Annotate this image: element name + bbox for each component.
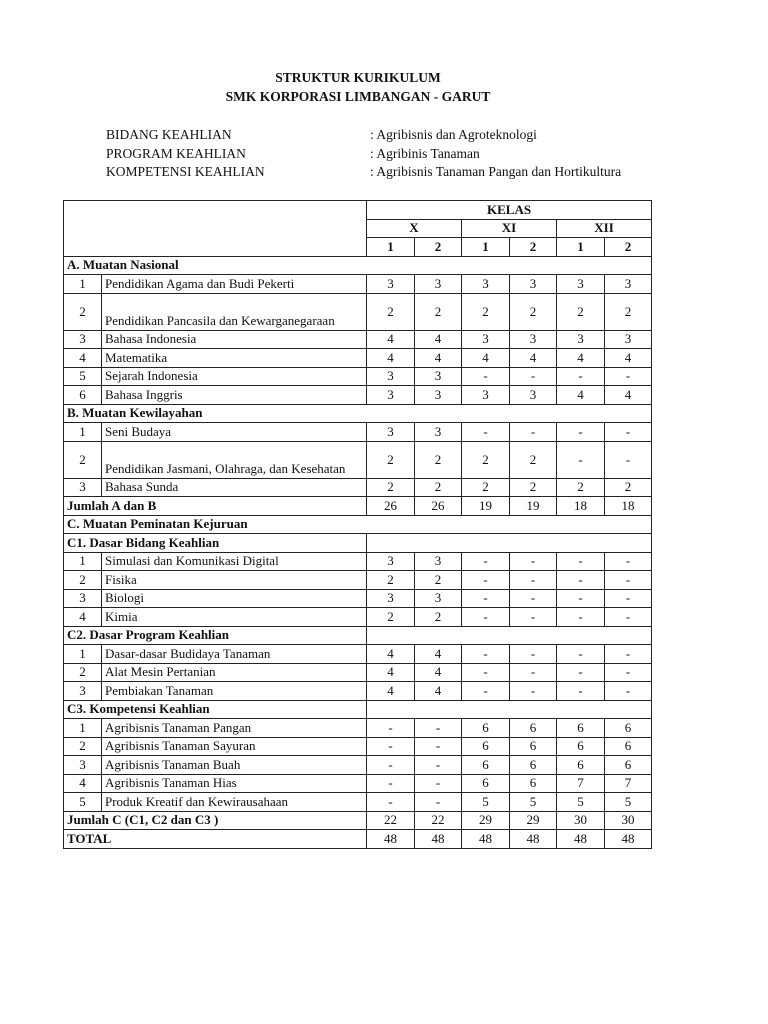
hours-cell: - [367,793,415,812]
hours-cell: 2 [510,478,557,497]
hours-cell: - [462,571,510,590]
section-label: B. Muatan Kewilayahan [64,404,652,423]
hours-cell: 18 [557,497,605,516]
section-label: C. Muatan Peminatan Kejuruan [64,515,652,534]
hours-cell: 4 [415,663,462,682]
section-row [64,256,652,275]
hours-cell: - [605,552,652,571]
row-number: 1 [64,645,102,664]
row-number: 1 [64,423,102,442]
hours-cell: 2 [557,293,605,330]
subject-name: Seni Budaya [102,423,367,442]
hours-cell: - [557,441,605,478]
semester-header: 1 [462,238,510,257]
hours-cell: 48 [415,830,462,849]
hours-cell: - [605,608,652,627]
hours-cell: 6 [462,756,510,775]
subject-row [64,571,652,590]
hours-cell: 7 [557,774,605,793]
hours-cell: 3 [415,423,462,442]
hours-cell: 2 [462,478,510,497]
hours-cell: 4 [462,349,510,368]
total-row [64,830,652,849]
hours-cell: 3 [462,275,510,294]
hours-cell: - [462,682,510,701]
hours-cell: 48 [605,830,652,849]
row-number: 1 [64,552,102,571]
hours-cell: - [557,589,605,608]
hours-cell: 4 [367,645,415,664]
subject-row [64,756,652,775]
curriculum-table [63,200,652,849]
total-row [64,497,652,516]
hours-cell: 5 [510,793,557,812]
subject-row [64,719,652,738]
hours-cell: - [605,423,652,442]
subject-row [64,682,652,701]
hours-cell: 3 [367,552,415,571]
section-label: C1. Dasar Bidang Keahlian [64,534,367,553]
subject-name: Pendidikan Agama dan Budi Pekerti [102,275,367,294]
subject-name: Pembiakan Tanaman [102,682,367,701]
hours-cell: 3 [415,386,462,405]
subject-row [64,275,652,294]
info-value: : Agribinis Tanaman [370,145,480,161]
subject-row [64,423,652,442]
hours-cell: 3 [367,275,415,294]
hours-cell: 2 [557,478,605,497]
hours-cell: - [605,663,652,682]
semester-header: 1 [367,238,415,257]
total-label: Jumlah C (C1, C2 dan C3 ) [64,811,367,830]
section-row [64,534,652,553]
hours-cell: 3 [415,552,462,571]
subject-row [64,608,652,627]
subject-name: Sejarah Indonesia [102,367,367,386]
hours-cell: 4 [557,386,605,405]
hours-cell: - [557,663,605,682]
total-row [64,811,652,830]
subject-row [64,737,652,756]
section-blank-cell [367,534,652,553]
row-number: 2 [64,441,102,478]
subject-row [64,793,652,812]
subject-name: Agribisnis Tanaman Pangan [102,719,367,738]
hours-cell: - [462,608,510,627]
subject-row [64,552,652,571]
hours-cell: - [415,719,462,738]
grade-header: XII [557,219,652,238]
hours-cell: - [557,645,605,664]
hours-cell: 26 [415,497,462,516]
hours-cell: 2 [462,441,510,478]
subject-name: Simulasi dan Komunikasi Digital [102,552,367,571]
hours-cell: 4 [367,349,415,368]
semester-header: 2 [605,238,652,257]
hours-cell: - [510,663,557,682]
hours-cell: - [605,682,652,701]
hours-cell: 2 [415,478,462,497]
row-number: 6 [64,386,102,405]
row-number: 3 [64,756,102,775]
hours-cell: - [557,552,605,571]
subject-row [64,589,652,608]
hours-cell: 6 [462,774,510,793]
subject-row [64,645,652,664]
subject-row [64,293,652,330]
hours-cell: 6 [605,737,652,756]
subject-name: Pendidikan Jasmani, Olahraga, dan Kesehatan [102,441,367,478]
hours-cell: - [462,367,510,386]
hours-cell: - [605,367,652,386]
hours-cell: 22 [415,811,462,830]
subject-name: Bahasa Inggris [102,386,367,405]
subject-name: Alat Mesin Pertanian [102,663,367,682]
hours-cell: 4 [415,349,462,368]
hours-cell: 6 [510,756,557,775]
kelas-header: KELAS [367,201,652,220]
hours-cell: 2 [415,571,462,590]
hours-cell: 2 [415,441,462,478]
semester-header: 2 [415,238,462,257]
curriculum-body [64,256,652,848]
hours-cell: 2 [462,293,510,330]
hours-cell: 4 [557,349,605,368]
hours-cell: 6 [510,719,557,738]
header-blank-cell [64,201,367,257]
hours-cell: 7 [605,774,652,793]
hours-cell: 48 [510,830,557,849]
hours-cell: 3 [367,589,415,608]
semester-header: 1 [557,238,605,257]
subject-name: Produk Kreatif dan Kewirausahaan [102,793,367,812]
subject-row [64,663,652,682]
subject-name: Bahasa Sunda [102,478,367,497]
hours-cell: 2 [415,608,462,627]
hours-cell: 19 [462,497,510,516]
row-number: 3 [64,330,102,349]
hours-cell: 4 [367,330,415,349]
hours-cell: 4 [510,349,557,368]
hours-cell: 30 [557,811,605,830]
row-number: 2 [64,293,102,330]
hours-cell: 2 [367,293,415,330]
hours-cell: 26 [367,497,415,516]
row-number: 5 [64,367,102,386]
subject-name: Pendidikan Pancasila dan Kewarganegaraan [102,293,367,330]
section-label: C2. Dasar Program Keahlian [64,626,367,645]
hours-cell: 3 [415,367,462,386]
hours-cell: - [510,367,557,386]
hours-cell: 4 [415,645,462,664]
hours-cell: 6 [462,737,510,756]
hours-cell: - [510,608,557,627]
hours-cell: 48 [367,830,415,849]
info-key: KOMPETENSI KEAHLIAN [106,164,265,179]
subject-name: Biologi [102,589,367,608]
hours-cell: 29 [510,811,557,830]
hours-cell: - [462,552,510,571]
hours-cell: - [557,608,605,627]
hours-cell: 48 [462,830,510,849]
hours-cell: 6 [557,737,605,756]
hours-cell: 2 [605,293,652,330]
hours-cell: - [462,589,510,608]
hours-cell: - [605,645,652,664]
hours-cell: - [462,423,510,442]
hours-cell: - [510,682,557,701]
subject-name: Agribisnis Tanaman Hias [102,774,367,793]
document-title: STRUKTUR KURIKULUM [275,70,441,85]
row-number: 4 [64,608,102,627]
hours-cell: 4 [367,663,415,682]
hours-cell: 4 [605,386,652,405]
header-row-kelas [64,201,652,220]
section-row [64,404,652,423]
hours-cell: 30 [605,811,652,830]
hours-cell: - [510,645,557,664]
subject-row [64,774,652,793]
row-number: 4 [64,349,102,368]
hours-cell: - [605,571,652,590]
hours-cell: - [367,756,415,775]
subject-row [64,367,652,386]
hours-cell: 2 [367,478,415,497]
hours-cell: 2 [367,608,415,627]
hours-cell: - [367,774,415,793]
hours-cell: 2 [367,441,415,478]
hours-cell: 3 [510,330,557,349]
row-number: 3 [64,682,102,701]
hours-cell: 2 [415,293,462,330]
hours-cell: 4 [415,330,462,349]
info-value: : Agribisnis dan Agroteknologi [370,127,537,142]
semester-header: 2 [510,238,557,257]
hours-cell: - [557,682,605,701]
row-number: 3 [64,589,102,608]
subject-name: Bahasa Indonesia [102,330,367,349]
subject-row [64,330,652,349]
grade-header: X [367,219,462,238]
school-name: SMK KORPORASI LIMBANGAN - GARUT [225,89,491,104]
hours-cell: - [367,719,415,738]
hours-cell: 3 [462,386,510,405]
row-number: 5 [64,793,102,812]
info-key: BIDANG KEAHLIAN [106,127,232,142]
hours-cell: 3 [510,386,557,405]
hours-cell: 3 [605,275,652,294]
subject-name: Dasar-dasar Budidaya Tanaman [102,645,367,664]
hours-cell: 2 [605,478,652,497]
hours-cell: 48 [557,830,605,849]
subject-row [64,478,652,497]
hours-cell: 3 [510,275,557,294]
row-number: 2 [64,571,102,590]
hours-cell: 18 [605,497,652,516]
hours-cell: - [415,737,462,756]
hours-cell: 5 [605,793,652,812]
hours-cell: 5 [462,793,510,812]
subject-name: Fisika [102,571,367,590]
info-row-kompetensi [106,163,666,182]
row-number: 2 [64,663,102,682]
total-label: Jumlah A dan B [64,497,367,516]
row-number: 4 [64,774,102,793]
hours-cell: 3 [367,386,415,405]
hours-cell: 6 [605,756,652,775]
subject-name: Agribisnis Tanaman Buah [102,756,367,775]
hours-cell: - [557,423,605,442]
section-blank-cell [367,700,652,719]
info-row-bidang [106,126,666,145]
hours-cell: - [605,441,652,478]
info-key: PROGRAM KEAHLIAN [106,145,246,161]
section-label: A. Muatan Nasional [64,256,652,275]
section-blank-cell [367,626,652,645]
hours-cell: 3 [605,330,652,349]
hours-cell: 2 [510,441,557,478]
hours-cell: - [415,756,462,775]
subject-row [64,441,652,478]
hours-cell: 6 [557,756,605,775]
hours-cell: 2 [367,571,415,590]
hours-cell: - [415,793,462,812]
hours-cell: - [510,423,557,442]
hours-cell: 6 [605,719,652,738]
hours-cell: 3 [557,275,605,294]
hours-cell: 3 [367,423,415,442]
row-number: 3 [64,478,102,497]
info-row-program [106,145,666,164]
hours-cell: 6 [557,719,605,738]
hours-cell: 6 [510,737,557,756]
hours-cell: 6 [462,719,510,738]
hours-cell: - [462,645,510,664]
hours-cell: - [462,663,510,682]
hours-cell: - [605,589,652,608]
info-value: : Agribisnis Tanaman Pangan dan Hortikultura [370,164,622,179]
hours-cell: 5 [557,793,605,812]
section-row [64,626,652,645]
hours-cell: 22 [367,811,415,830]
hours-cell: 4 [367,682,415,701]
row-number: 1 [64,275,102,294]
hours-cell: - [510,589,557,608]
section-label: C3. Kompetensi Keahlian [64,700,367,719]
hours-cell: - [510,552,557,571]
subject-name: Kimia [102,608,367,627]
section-row [64,515,652,534]
hours-cell: - [510,571,557,590]
hours-cell: - [367,737,415,756]
row-number: 1 [64,719,102,738]
subject-name: Matematika [102,349,367,368]
hours-cell: 2 [510,293,557,330]
total-label: TOTAL [64,830,367,849]
hours-cell: 19 [510,497,557,516]
hours-cell: 3 [415,275,462,294]
subject-row [64,386,652,405]
grade-header: XI [462,219,557,238]
program-info [106,126,666,182]
subject-name: Agribisnis Tanaman Sayuran [102,737,367,756]
hours-cell: 3 [462,330,510,349]
section-row [64,700,652,719]
hours-cell: 4 [605,349,652,368]
hours-cell: 3 [367,367,415,386]
hours-cell: 3 [557,330,605,349]
hours-cell: - [557,367,605,386]
hours-cell: - [557,571,605,590]
row-number: 2 [64,737,102,756]
hours-cell: 3 [415,589,462,608]
hours-cell: 6 [510,774,557,793]
subject-row [64,349,652,368]
hours-cell: 29 [462,811,510,830]
hours-cell: 4 [415,682,462,701]
hours-cell: - [415,774,462,793]
